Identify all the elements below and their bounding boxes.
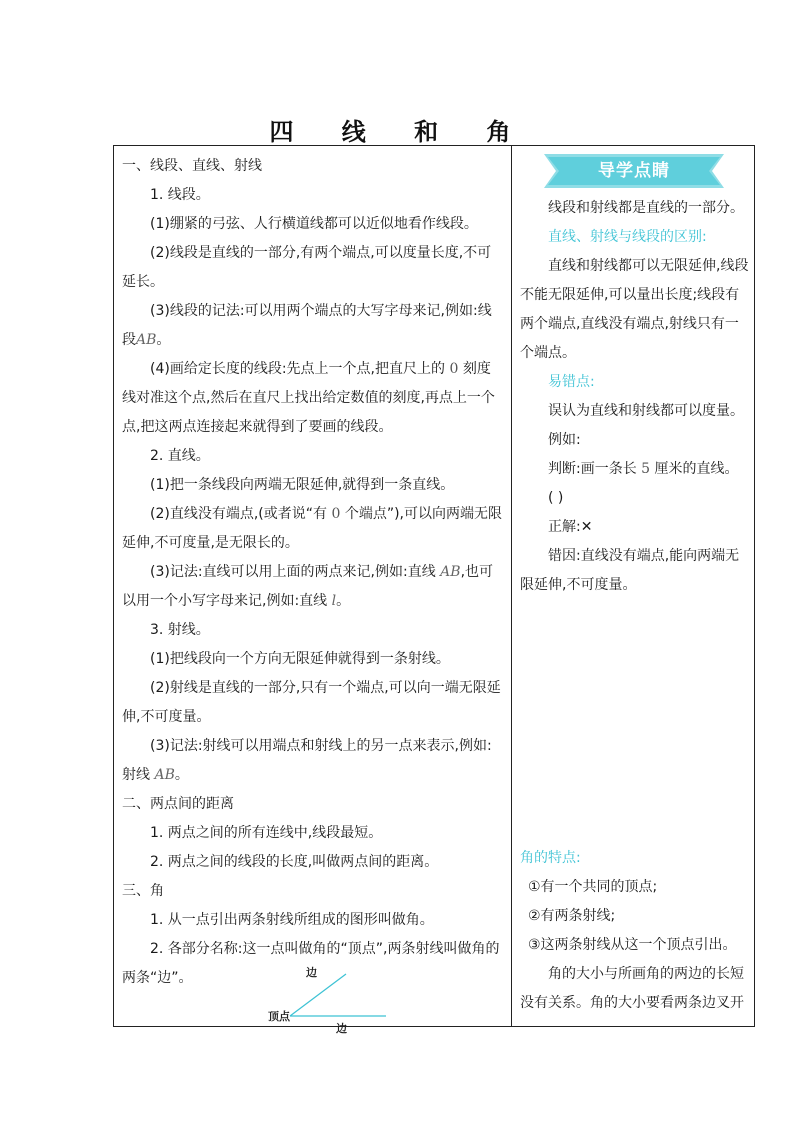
paragraph: (1)绷紧的弓弦、人行横道线都可以近似地看作线段。 [150,216,478,232]
paragraph: (2)射线是直线的一部分,只有一个端点,可以向一端无限延伸,不可度量。 [122,680,501,725]
note-paragraph: 直线和射线都可以无限延伸,线段不能无限延伸,可以量出长度;线段有两个端点,直线没有端点,射线只有一个端点。 [520,258,749,361]
section-1-heading: 一、线段、直线、射线 [122,158,262,174]
note-heading: 直线、射线与线段的区别: [548,229,707,245]
paragraph: (2)直线没有端点,(或者说“有 0 个端点”),可以向两端无限延伸,不可度量,是无限长的。 [122,506,502,551]
math-var: AB [440,564,461,580]
list-item: ①有一个共同的顶点; [528,879,658,895]
paragraph: (3)记法:射线可以用端点和射线上的另一点来表示,例如:射线 AB。 [122,738,492,783]
right-column [520,152,752,600]
note-heading: 角的特点: [520,850,581,866]
list-item: ②有两条射线; [528,908,616,924]
paragraph: (1)把一条线段向两端无限延伸,就得到一条直线。 [150,477,455,493]
list-item: ③这两条射线从这一个顶点引出。 [528,937,737,953]
math-num: 0 [331,506,341,522]
column-divider [511,146,512,1026]
label-edge-upper: 边 [306,966,317,979]
note-paragraph: 错因:直线没有端点,能向两端无限延伸,不可度量。 [520,548,740,593]
math-var: l [331,593,337,609]
math-var: AB [136,332,157,348]
paragraph: (3)记法:直线可以用上面的两点来记,例如:直线 AB,也可以用一个小写字母来记,例如:直线 l。 [122,564,494,609]
note-paragraph: 例如: [548,432,581,448]
paragraph: 1. 从一点引出两条射线所组成的图形叫做角。 [150,912,434,928]
subsection-line: 2. 直线。 [150,448,210,464]
page-title: 四 线 和 角 [269,118,531,146]
paragraph: 2. 各部分名称:这一点叫做角的“顶点”,两条射线叫做角的两条“边”。 [122,941,500,986]
note-heading: 易错点: [548,374,595,390]
angle-notes [520,844,752,1018]
note-paragraph: 线段和射线都是直线的一部分。 [548,200,744,216]
math-var: AB [154,767,175,783]
label-vertex: 顶点 [268,1010,290,1023]
content-table [113,145,755,1035]
paragraph: 1. 两点之间的所有连线中,线段最短。 [150,825,383,841]
left-column [122,152,504,993]
note-paragraph: 角的大小与所画角的两边的长短没有关系。角的大小要看两条边叉开 [520,966,744,1011]
paragraph: 2. 两点之间的线段的长度,叫做两点间的距离。 [150,854,439,870]
label-edge-lower: 边 [336,1022,347,1035]
section-2-heading: 二、两点间的距离 [122,796,234,812]
angle-edge-upper [290,974,346,1016]
subsection-ray: 3. 射线。 [150,622,210,638]
note-paragraph: 正解:✕ [548,519,593,535]
paragraph: (4)画给定长度的线段:先点上一个点,把直尺上的 0 刻度线对准这个点,然后在直尺上找出给定数值的刻度,再点上一个点,把这两点连接起来就得到了要画的线段。 [122,361,495,435]
note-paragraph: 判断:画一条长 5 厘米的直线。 [548,461,739,477]
math-num: 0 [449,361,459,377]
guide-banner [544,154,724,188]
section-3-heading: 三、角 [122,883,164,899]
subsection-line-segment: 1. 线段。 [150,187,210,203]
note-paragraph: 误认为直线和射线都可以度量。 [548,403,744,419]
angle-figure [264,966,394,1035]
paragraph: (3)线段的记法:可以用两个端点的大写字母来记,例如:线段AB。 [122,303,492,348]
paragraph: (2)线段是直线的一部分,有两个端点,可以度量长度,不可延长。 [122,245,492,290]
paragraph: (1)把线段向一个方向无限延伸就得到一条射线。 [150,651,450,667]
answer-blank: ( ) [548,490,564,506]
banner-title: 导学点睛 [598,161,670,181]
math-num: 5 [641,461,651,477]
